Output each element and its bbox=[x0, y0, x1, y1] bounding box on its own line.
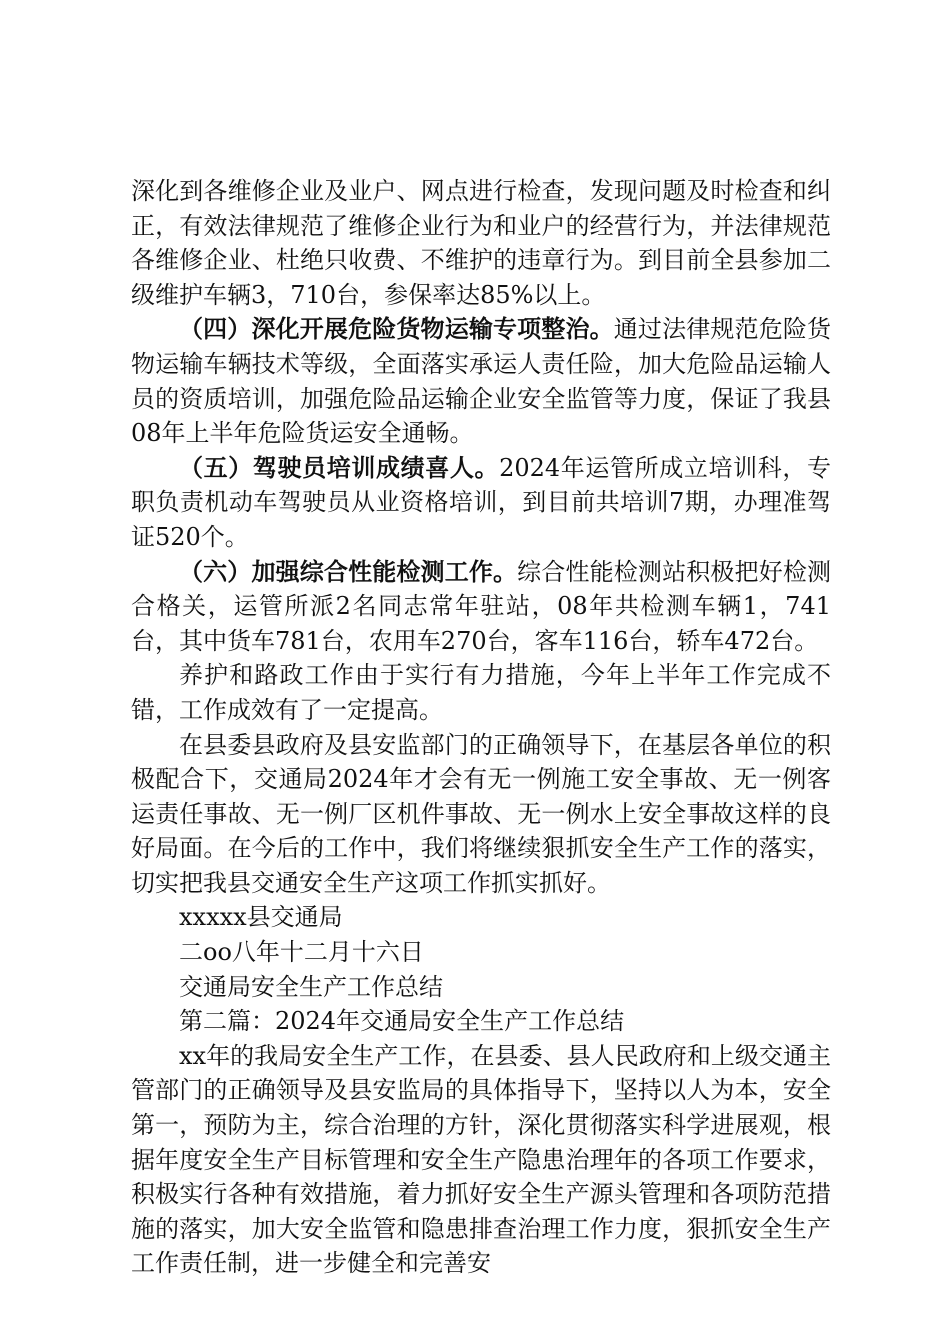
paragraph-text: 第二篇：2024年交通局安全生产工作总结 bbox=[179, 1007, 625, 1036]
chapter-title bbox=[131, 1004, 831, 1039]
paragraph-section-4 bbox=[131, 312, 831, 450]
paragraph-summary bbox=[131, 728, 831, 901]
paragraph-text: 深化到各维修企业及业户、网点进行检查，发现问题及时检查和纠正，有效法律规范了维修企业行为和业户的经营行为，并法律规范各维修企业、杜绝只收费、不维护的违章行为。到目前全县参加二级维护车辆3，710台，参保率达85%以上。 bbox=[131, 177, 831, 309]
paragraph-text: 通过法律规范危险货物运输车辆技术等级，全面落实承运人责任险，加大危险品运输人员的资质培训，加强危险品运输企业安全监管等力度，保证了我县08年上半年危险货运安全通畅。 bbox=[131, 315, 832, 448]
section-heading: （四）深化开展危险货物运输专项整治。 bbox=[179, 314, 614, 344]
paragraph-chapter-2-intro bbox=[131, 1039, 831, 1281]
section-heading: （五）驾驶员培训成绩喜人。 bbox=[179, 452, 500, 482]
paragraph-text: 综合性能检测站积极把好检测合格关，运管所派2名同志常年驻站，08年共检测车辆1，741台，其中货车781台，农用车270台，客车116台，轿车472台。 bbox=[131, 557, 832, 655]
paragraph-text: 二oo八年十二月十六日 bbox=[179, 938, 424, 967]
paragraph-text: 2024年运管所成立培训科，专职负责机动车驾驶员从业资格培训，到目前共培训7期，办理准驾证520个。 bbox=[131, 453, 832, 551]
paragraph-maintenance bbox=[131, 658, 831, 727]
paragraph-continuation bbox=[131, 174, 831, 312]
signature-date bbox=[131, 935, 831, 970]
section-heading: （六）加强综合性能检测工作。 bbox=[179, 556, 518, 586]
paragraph-text: 在县委县政府及县安监部门的正确领导下，在基层各单位的积极配合下，交通局2024年才会有无一例施工安全事故、无一例客运责任事故、无一例厂区机件事故、无一例水上安全事故这样的良好局面。在今后的工作中，我们将继续狠抓安全生产工作的落实，切实把我县交通安全生产这项工作抓实抓好。 bbox=[131, 730, 831, 897]
paragraph-section-5 bbox=[131, 451, 831, 555]
paragraph-text: xx年的我局安全生产工作，在县委、县人民政府和上级交通主管部门的正确领导及县安监局的具体指导下，坚持以人为本，安全第一，预防为主，综合治理的方针，深化贯彻落实科学进展观，根据年度安全生产目标管理和安全生产隐患治理年的各项工作要求，积极实行各种有效措施，着力抓好安全生产源头管理和各项防范措施的落实，加大安全监管和隐患排查治理工作力度，狠抓安全生产工作责任制，进一步健全和完善安 bbox=[131, 1041, 831, 1278]
paragraph-section-6 bbox=[131, 555, 831, 659]
paragraph-text: 养护和路政工作由于实行有力措施，今年上半年工作完成不错，工作成效有了一定提高。 bbox=[131, 661, 831, 724]
document-page bbox=[131, 174, 831, 1281]
signature-organization bbox=[131, 900, 831, 935]
paragraph-text: 交通局安全生产工作总结 bbox=[179, 972, 443, 1001]
paragraph-text: xxxxx县交通局 bbox=[179, 903, 343, 932]
document-title bbox=[131, 970, 831, 1005]
